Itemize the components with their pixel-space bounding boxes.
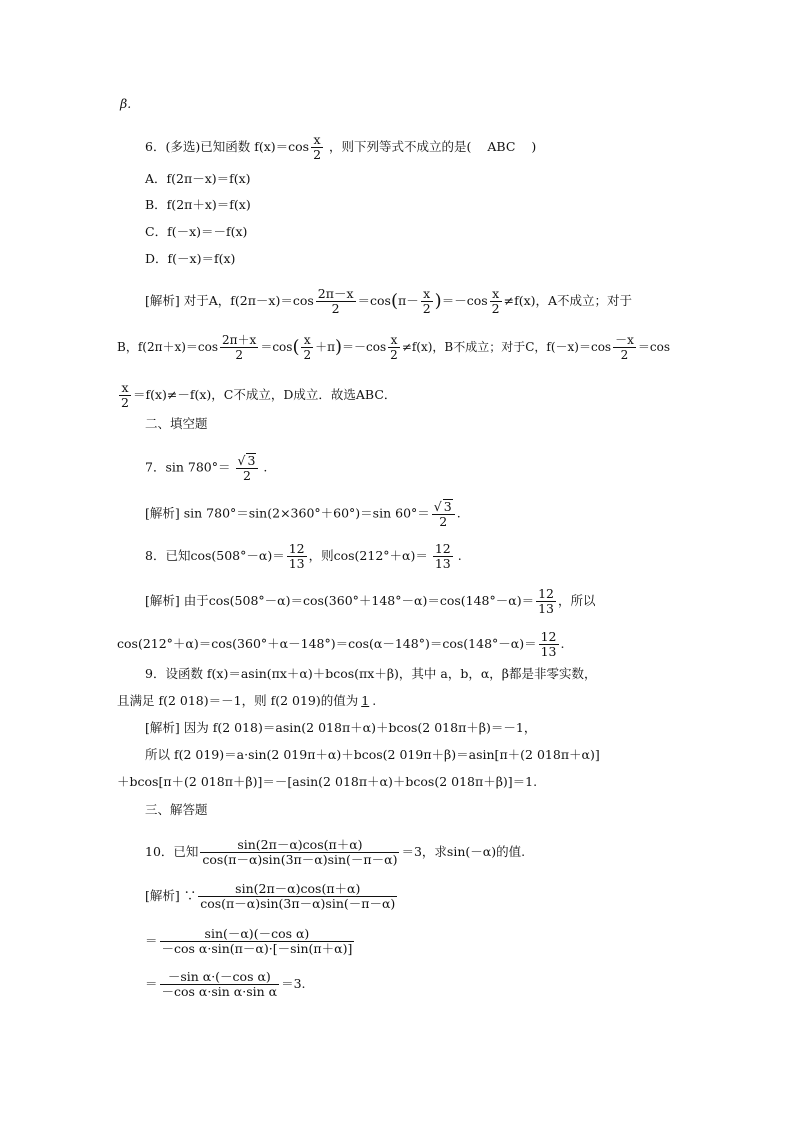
solution-10-line-1: [解析] ∵ $\frac{\sin(2\pi-\alpha)\cos(\pi+\alpha)}{\cos(\pi-\alpha)\sin(3\pi-\alpha)\sin(-\pi-\alpha)}$: [145, 881, 396, 911]
fraction: $\frac{\text{sin(－α)(－cos α)}}{\text{－cos α·sin(π－α)·[－sin(π＋α)]}}$: [161, 926, 353, 956]
fraction: $\frac{x}{2}$: [390, 333, 398, 362]
question-8: 8．已知cos(508°－α)＝ $\frac{12}{13}$ ，则cos(212°＋α)＝ $\frac{12}{13}$ .: [145, 541, 462, 571]
option-b: B．f(2π＋x)＝f(x): [145, 197, 251, 212]
option-c: C．f(－x)＝－f(x): [145, 224, 248, 239]
answer: ABC: [487, 139, 516, 154]
question-9-line-1: 9．设函数 f(x)＝asin(πx＋α)＋bcos(πx＋β)，其中 a，b，α，β都是非零实数，: [145, 666, 597, 681]
question-9-line-2: 且满足 f(2 018)＝－1，则 f(2 019)的值为 1 .: [117, 693, 377, 708]
fraction: $\frac{x}{2}$: [491, 286, 500, 316]
fraction: $\frac{12}{13}$: [288, 541, 305, 571]
solution-10-line-2: ＝ $\frac{\text{sin(－α)(－cos α)}}{\text{－cos α·sin(π－α)·[－sin(π＋α)]}}$: [145, 926, 353, 956]
fraction: $\frac{2\pi-x}{2}$: [317, 286, 354, 316]
section-heading: 三、解答题: [145, 802, 208, 817]
solution-6-line-3: $\frac{x}{2}$ ＝f(x)≠－f(x)，C不成立，D成立．故选ABC．: [121, 380, 397, 410]
solution-7: [解析] sin 780°＝sin(2×360°＋60°)＝sin 60°＝ $\frac{√ 3}{2}$ .: [145, 499, 461, 529]
section-heading: 二、填空题: [145, 416, 208, 431]
option-d: D．f(－x)＝f(x): [145, 251, 236, 266]
fraction: $\frac{√ 3}{2}$: [432, 499, 455, 529]
question-7: 7．sin 780°＝ $\frac{√ 3}{2}$ .: [145, 453, 268, 483]
fraction: $\frac{x}{2}$: [303, 333, 312, 362]
solution-9-line-1: [解析] 因为 f(2 018)＝asin(2 018π＋α)＋bcos(2 018π＋β)＝－1，: [145, 720, 537, 735]
fraction: $\frac{2\pi+x}{2}$: [222, 333, 257, 362]
fraction: $\frac{x}{2}$: [422, 286, 431, 316]
fraction: $\frac{√ 3}{2}$: [236, 453, 259, 483]
solution-8-line-2: cos(212°＋α)＝cos(360°＋α－148°)＝cos(α－148°)＝cos(148°－α)＝ $\frac{12}{13}$ .: [117, 629, 565, 659]
solution-10-line-3: ＝ $\frac{\text{－sin α·(－cos α)}}{\text{－cos α·sin α·sin α}}$ ＝3.: [145, 969, 306, 999]
question-6: 6．(多选)已知函数 f(x)＝cos $\frac{x}{2}$ ，则下列等式不成立的是( ABC ): [145, 132, 537, 162]
option-a: A．f(2π－x)＝f(x): [145, 171, 251, 186]
solution-9-line-2: 所以 f(2 019)＝a·sin(2 019π＋α)＋bcos(2 019π＋β)＝asin[π＋(2 018π＋α)]: [145, 747, 600, 762]
fraction: $\frac{-x}{2}$: [615, 333, 634, 362]
solution-9-line-3: ＋bcos[π＋(2 018π＋β)]＝－[asin(2 018π＋α)＋bcos(2 018π＋β)]＝1.: [117, 774, 538, 789]
text-line: β.: [120, 96, 132, 111]
fraction: $\frac{12}{13}$: [540, 629, 557, 659]
fraction: $\frac{12}{13}$: [538, 586, 554, 616]
question-10: 10．已知 $\frac{\sin(2\pi-\alpha)\cos(\pi+\alpha)}{\cos(\pi-\alpha)\sin(3\pi-\alpha)\sin(-\pi-\alpha)}$ ＝3，求sin(－α)的值.: [145, 837, 526, 867]
fraction: $\frac{\sin(2\pi-\alpha)\cos(\pi+\alpha)}{\cos(\pi-\alpha)\sin(3\pi-\alpha)\sin(-\pi-\alpha)}$: [200, 881, 396, 911]
fraction: $\frac{12}{13}$: [434, 541, 451, 571]
answer: 1: [361, 693, 370, 708]
fraction: $\frac{\sin(2\pi-\alpha)\cos(\pi+\alpha)}{\cos(\pi-\alpha)\sin(3\pi-\alpha)\sin(-\pi-\alpha)}$: [202, 837, 398, 867]
solution-6-line-2: B，f(2π＋x)＝cos $\frac{2\pi+x}{2}$ ＝cos( $\frac{x}{2}$ ＋π)＝－cos $\frac{x}{2}$ ≠f(x)，B不成立；对于C，f(－x)＝cos $\frac{-x}{2}$ ＝cos: [117, 333, 670, 362]
fraction: $\frac{\text{－sin α·(－cos α)}}{\text{－cos α·sin α·sin α}}$: [161, 969, 278, 999]
solution-8-line-1: [解析] 由于cos(508°－α)＝cos(360°＋148°－α)＝cos(148°－α)＝ $\frac{12}{13}$ ，所以: [145, 586, 596, 616]
solution-6-line-1: [解析] 对于A，f(2π－x)＝cos $\frac{2\pi-x}{2}$ ＝cos(π－ $\frac{x}{2}$ )＝－cos $\frac{x}{2}$ ≠f(x)，A不成立；对于: [145, 286, 633, 316]
fraction: $\frac{x}{2}$: [313, 132, 322, 162]
fraction: $\frac{x}{2}$: [121, 380, 129, 410]
